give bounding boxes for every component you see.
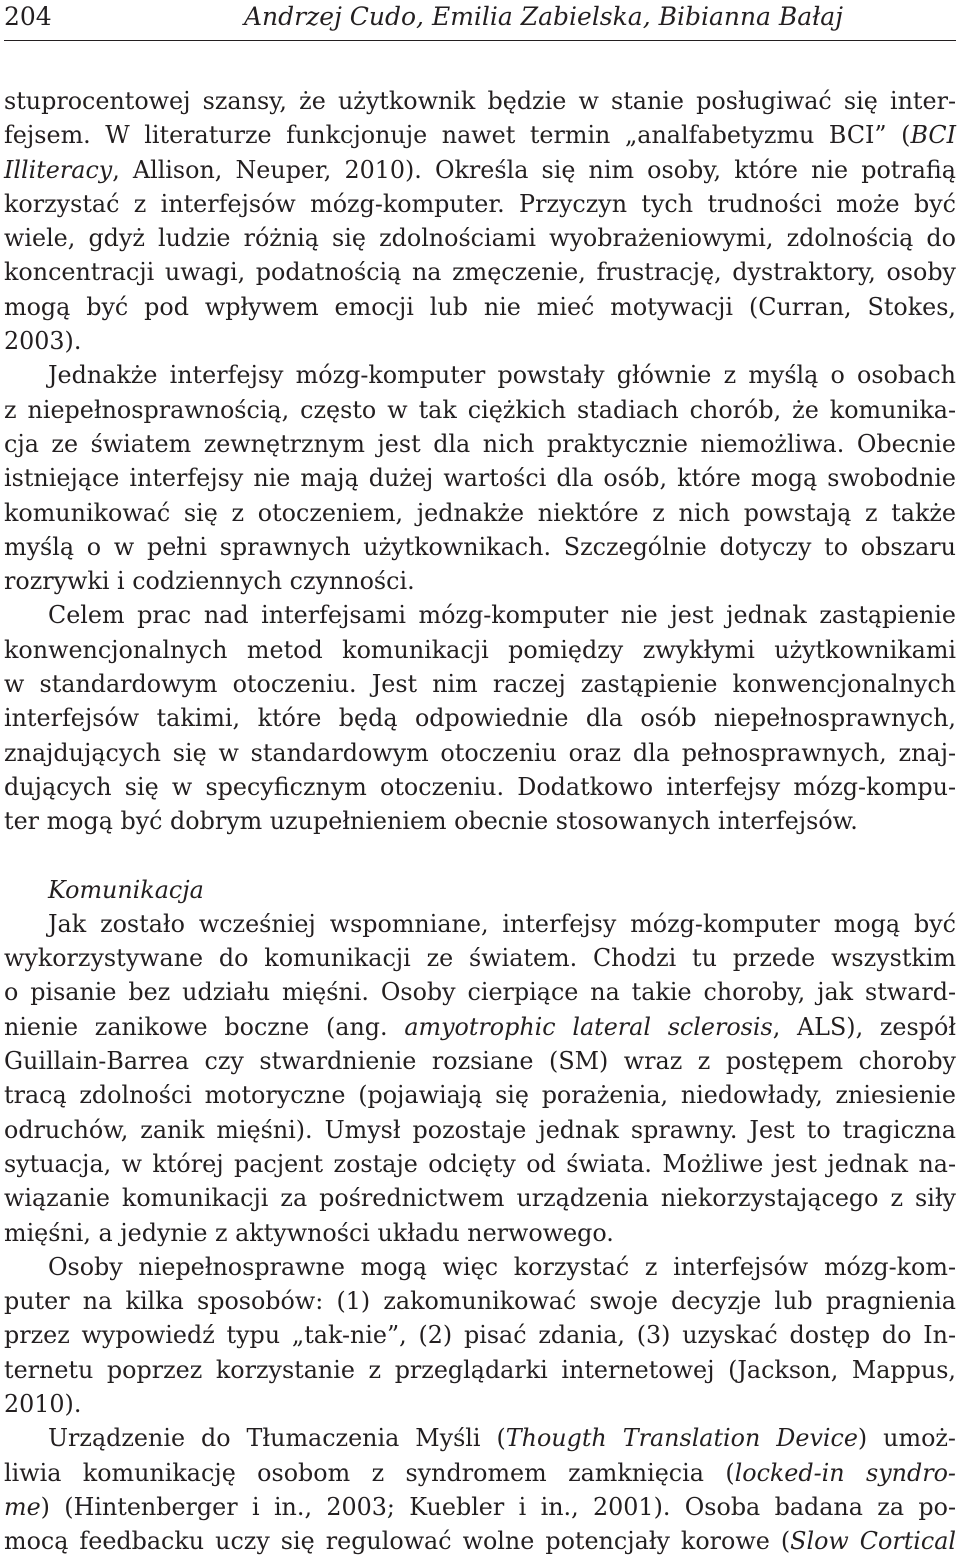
text-line: korzystać z interfejsów mózg-komputer. Przyczyn tych trudności może być [4, 189, 956, 218]
text-line: mięśni, a jedynie z aktywności układu nerwowego. [4, 1218, 614, 1247]
page-number: 204 [4, 2, 52, 31]
paragraph [4, 1421, 956, 1558]
text-run: , ALS), zespół [772, 1012, 956, 1041]
text-line: konwencjonalnych metod komunikacji pomiędzy zwykłymi użytkownikami [4, 635, 956, 664]
text-line: dujących się w specyficznym otoczeniu. Dodatkowo interfejsy mózg-kompu- [4, 772, 956, 801]
text-run: ) (Hintenberger i in., 2003; Kuebler i in., 2001). Osoba badana za po- [40, 1492, 956, 1521]
italic-run: Slow Cortical [790, 1527, 956, 1556]
text-line: Celem prac nad interfejsami mózg-komputer nie jest jednak zastąpienie [48, 601, 956, 630]
paragraph [4, 598, 956, 838]
italic-run: BCI [910, 121, 956, 150]
running-header-authors: Andrzej Cudo, Emilia Zabielska, Bibianna Bałaj [244, 2, 843, 31]
text-run: , Allison, Neuper, 2010). Określa się nim osoby, które nie potrafią [112, 155, 956, 184]
text-line: cja ze światem zewnętrznym jest dla nich praktycznie niemożliwa. Obecnie [4, 429, 956, 458]
text-line: o pisanie bez udziału mięśni. Osoby cierpiące na takie choroby, jak stward- [4, 978, 956, 1007]
text-line: Guillain-Barrea czy stwardnienie rozsiane (SM) wraz z postępem choroby [4, 1047, 956, 1076]
text-run: mocą feedbacku uczy się regulować wolne potencjały korowe ( [4, 1527, 791, 1556]
text-line: Osoby niepełnosprawne mogą więc korzystać z interfejsów mózg-kom- [48, 1252, 956, 1281]
text-line: myślą o w pełni sprawnych użytkownikach. Szczególnie dotyczy to obszaru [4, 532, 956, 561]
text-line [4, 118, 956, 152]
text-run: fejsem. W literaturze funkcjonuje nawet termin „analfabetyzmu BCI” ( [4, 121, 911, 150]
text-line: odruchów, zanik mięśni). Umysł pozostaje jednak sprawny. Jest to tragiczna [4, 1115, 956, 1144]
text-line: interfejsów takimi, które będą odpowiednie dla osób niepełnosprawnych, [4, 704, 956, 733]
text-line: sytuacja, w której pacjent zostaje odcięty od świata. Możliwe jest jednak na- [4, 1149, 956, 1178]
section-gap [4, 839, 956, 873]
text-line: istniejące interfejsy nie mają dużej wartości dla osób, które mogą swobodnie [4, 464, 956, 493]
text-line [4, 1010, 956, 1044]
text-line: z niepełnosprawnością, często w tak ciężkich stadiach chorób, że komunika- [4, 395, 956, 424]
italic-run: locked-in syndro- [734, 1458, 956, 1487]
text-run: nienie zanikowe boczne (ang. [4, 1012, 405, 1041]
text-line: rozrywki i codziennych czynności. [4, 567, 415, 596]
text-line: stuprocentowej szansy, że użytkownik będzie w stanie posługiwać się inter- [4, 87, 956, 115]
page-body [4, 84, 956, 1558]
paragraph [4, 907, 956, 1250]
text-run: Urządzenie do Tłumaczenia Myśli ( [48, 1424, 506, 1453]
text-line [4, 1524, 956, 1558]
text-line: tracą zdolności motoryczne (pojawiają się porażenia, niedowłady, zniesienie [4, 1081, 956, 1110]
text-run: ) umoż- [857, 1424, 956, 1453]
text-line: wiązanie komunikacji za pośrednictwem urządzenia niekorzystającego z siły [4, 1184, 956, 1213]
text-line: ternetu poprzez korzystanie z przeglądarki internetowej (Jackson, Mappus, [4, 1355, 956, 1384]
text-line: wykorzystywane do komunikacji ze światem. Chodzi tu przede wszystkim [4, 944, 956, 973]
text-line: koncentracji uwagi, podatnością na zmęczenie, frustrację, dystraktory, osoby [4, 258, 956, 287]
text-line [4, 1421, 956, 1455]
text-line [4, 1456, 956, 1490]
paragraph [4, 84, 956, 358]
text-line: puter na kilka sposobów: (1) zakomunikować swoje decyzje lub pragnienia [4, 1287, 956, 1316]
text-run: liwia komunikację osobom z syndromem zamknięcia ( [4, 1458, 735, 1487]
paragraph [4, 358, 956, 598]
running-header [4, 0, 956, 41]
text-line: 2010). [4, 1389, 82, 1418]
section-heading: Komunikacja [48, 875, 204, 904]
italic-run: me [4, 1492, 41, 1521]
italic-run: Thougth Translation Device [505, 1424, 858, 1453]
text-line: Jednakże interfejsy mózg-komputer powstały głównie z myślą o osobach [48, 361, 956, 390]
text-line: mogą być pod wpływem emocji lub nie mieć motywacji (Curran, Stokes, [4, 292, 956, 321]
text-line [4, 153, 956, 187]
text-line [4, 1490, 956, 1524]
text-line: Jak zostało wcześniej wspomniane, interfejsy mózg-komputer mogą być [48, 909, 956, 938]
italic-run: Illiteracy [4, 155, 113, 184]
text-line: w standardowym otoczeniu. Jest nim raczej zastąpienie konwencjonalnych [4, 670, 956, 699]
text-line: ter mogą być dobrym uzupełnieniem obecnie stosowanych interfejsów. [4, 807, 858, 836]
text-line: znajdujących się w standardowym otoczeniu oraz dla pełnosprawnych, znaj- [4, 738, 956, 767]
text-line: wiele, gdyż ludzie różnią się zdolnościami wyobrażeniowymi, zdolnością do [4, 224, 956, 253]
italic-run: amyotrophic lateral sclerosis [404, 1012, 773, 1041]
text-line: 2003). [4, 327, 82, 356]
text-line: komunikować się z otoczeniem, jednakże niektóre z nich powstają z także [4, 498, 956, 527]
text-line: przez wypowiedź typu „tak-nie”, (2) pisać zdania, (3) uzyskać dostęp do In- [4, 1321, 956, 1350]
paragraph [4, 1250, 956, 1421]
